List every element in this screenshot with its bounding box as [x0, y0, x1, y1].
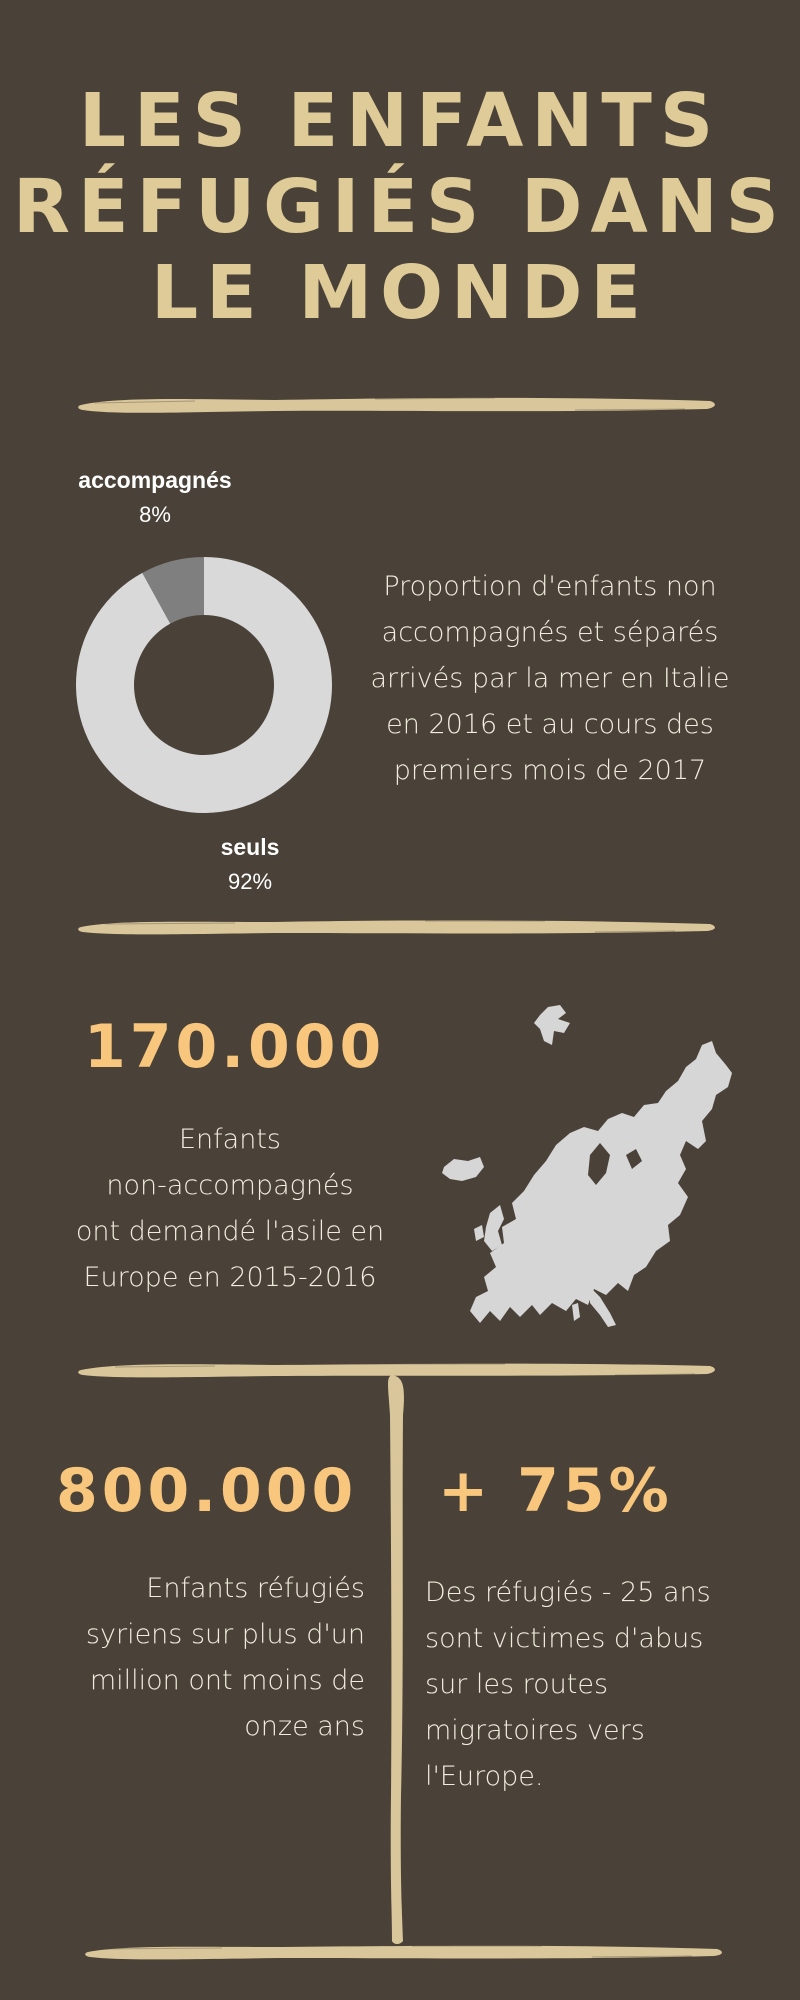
text-line: Enfants	[179, 1124, 281, 1155]
text-line: sont victimes d'abus	[425, 1623, 704, 1654]
text-line: migratoires vers	[425, 1715, 645, 1746]
stat-number-abuse: + 75%	[438, 1456, 673, 1526]
pie-label-accompanied	[55, 466, 255, 530]
stat-description-syria	[30, 1566, 365, 1750]
text-line: Proportion d'enfants non	[383, 571, 717, 602]
text-line: onze ans	[244, 1711, 365, 1742]
slice-percent: 92%	[227, 869, 273, 894]
brush-divider-vertical	[382, 1375, 412, 1945]
text-line: accompagnés et séparés	[381, 617, 719, 648]
text-line: arrivés par la mer en Italie	[370, 663, 730, 694]
text-line: Europe en 2015-2016	[83, 1262, 377, 1293]
stat-number-europe: 170.000	[84, 1012, 386, 1082]
brush-divider	[75, 393, 720, 417]
title-line: LE MONDE	[151, 250, 649, 336]
stat-number-syria: 800.000	[56, 1456, 358, 1526]
text-line: en 2016 et au cours des	[386, 709, 714, 740]
text-line: premiers mois de 2017	[393, 755, 707, 786]
title-line: LES ENFANTS	[78, 78, 722, 164]
text-line: million ont moins de	[89, 1665, 365, 1696]
slice-percent: 8%	[139, 502, 171, 527]
text-line: Des réfugiés - 25 ans	[425, 1577, 711, 1608]
donut-chart	[74, 555, 334, 815]
brush-divider	[82, 1940, 727, 1964]
text-line: ont demandé l'asile en	[75, 1216, 385, 1247]
text-line: non-accompagnés	[106, 1170, 354, 1201]
pie-label-alone	[150, 833, 350, 897]
title-line: RÉFUGIÉS DANS	[13, 164, 787, 250]
text-line: sur les routes	[425, 1669, 609, 1700]
page-title	[0, 78, 800, 336]
text-line: Enfants réfugiés	[146, 1573, 365, 1604]
stat-description-abuse	[425, 1570, 775, 1800]
brush-divider	[75, 915, 720, 939]
slice-name: seuls	[220, 834, 280, 860]
text-line: syriens sur plus d'un	[85, 1619, 365, 1650]
europe-map-icon	[440, 1005, 740, 1335]
slice-name: accompagnés	[78, 467, 232, 493]
donut-description	[335, 564, 765, 794]
text-line: l'Europe.	[425, 1761, 544, 1792]
stat-description-europe	[40, 1117, 420, 1301]
